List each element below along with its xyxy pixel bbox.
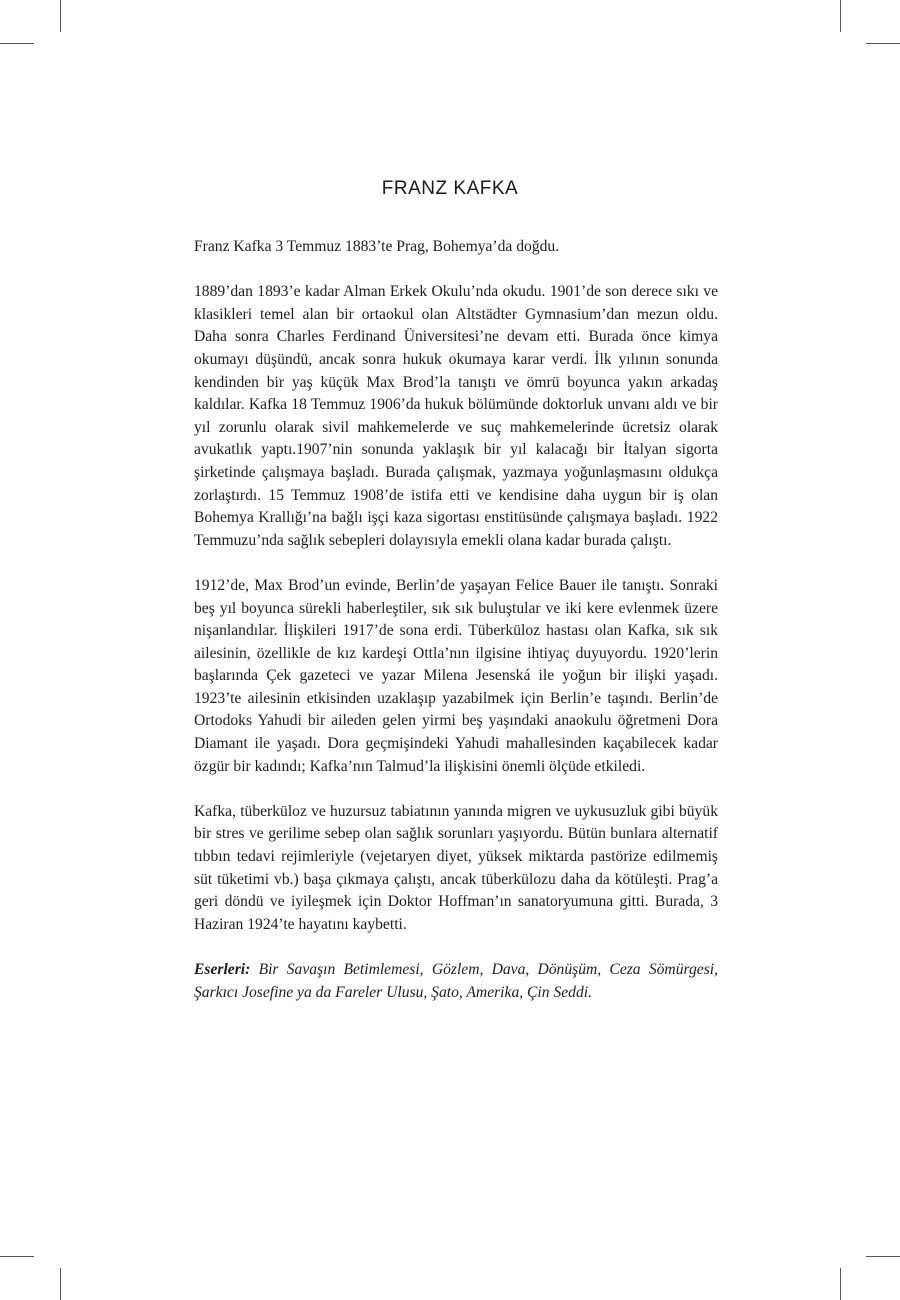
crop-mark-bottom-right-vertical	[840, 1268, 841, 1300]
paragraph-education-career: 1889’dan 1893’e kadar Alman Erkek Okulu’nda okudu. 1901’de son derece sıkı ve klasikleri temel alan bir ortaokul olan Altstädter Gymnasium’dan mezun oldu. Daha sonra Charles Ferdinand Üniversitesi’ne devam etti. Burada önce kimya okumayı düşündü, ancak sonra hukuk okumaya karar verdi. İlk yılının sonunda kendinden bir yaş küçük Max Brod’la tanıştı ve ömrü boyunca yakın arkadaş kaldılar. Kafka 18 Temmuz 1906’da hukuk bölümünde doktorluk unvanı aldı ve bir yıl zorunlu olarak sivil mahkemelerde ve suç mahkemelerinde ücretsiz olarak avukatlık yaptı.1907’nin sonunda yaklaşık bir yıl kalacağı bir İtalyan sigorta şirketinde çalışmaya başladı. Burada çalışmak, yazmaya yoğunlaşmasını oldukça zorlaştırdı. 15 Temmuz 1908’de istifa etti ve kendisine daha uygun bir iş olan Bohemya Krallığı’na bağlı işçi kaza sigortası enstitüsünde çalışmaya başladı. 1922 Temmuzu’nda sağlık sebepleri dolayısıyla emekli olana kadar burada çalıştı.	[194, 283, 718, 549]
paragraph-birth: Franz Kafka 3 Temmuz 1883’te Prag, Bohemya’da doğdu.	[194, 238, 560, 255]
crop-mark-bottom-left-vertical	[60, 1268, 61, 1300]
crop-mark-top-left-horizontal	[0, 43, 34, 44]
crop-mark-bottom-left-horizontal	[0, 1256, 34, 1257]
works-list: Bir Savaşın Betimlemesi, Gözlem, Dava, Dönüşüm, Ceza Sömürgesi, Şarkıcı Josefine ya da Fareler Ulusu, Şato, Amerika, Çin Seddi.	[194, 961, 718, 1001]
works-label: Eserleri:	[194, 961, 251, 978]
paragraph-illness-death: Kafka, tüberküloz ve huzursuz tabiatının yanında migren ve uykusuzluk gibi büyük bir stres ve gerilime sebep olan sağlık sorunları yaşıyordu. Bütün bunlara alternatif tıbbın tedavi rejimleriyle (vejetaryen diyet, yüksek miktarda pastörize edilmemiş süt tüketimi vb.) başa çıkmaya çalıştı, ancak tüberkülozu daha da kötüleşti. Prag’a geri döndü ve iyileşmek için Doktor Hoffman’ın sanatoryumuna gitti. Burada, 3 Haziran 1924’te hayatını kaybetti.	[194, 802, 718, 933]
crop-mark-top-left-vertical	[60, 0, 61, 32]
crop-mark-top-right-vertical	[840, 0, 841, 32]
biography-text	[194, 236, 718, 1004]
crop-mark-top-right-horizontal	[866, 43, 900, 44]
works-paragraph	[194, 959, 718, 1004]
paragraph-relationships: 1912’de, Max Brod’un evinde, Berlin’de yaşayan Felice Bauer ile tanıştı. Sonraki beş yıl boyunca sürekli haberleştiler, sık sık buluştular ve iki kere evlenmek üzere nişanlandılar. İlişkileri 1917’de sona erdi. Tüberküloz hastası olan Kafka, sık sık ailesinin, özellikle de kız kardeşi Ottla’nın ilgisine ihtiyaç duyuyordu. 1920’lerin başlarında Çek gazeteci ve yazar Milena Jesenská ile yoğun bir ilişki yaşadı. 1923’te ailesinin etkisinden uzaklaşıp yazabilmek için Berlin’e taşındı. Berlin’de Ortodoks Yahudi bir aileden gelen yirmi beş yaşındaki anaokulu öğretmeni Dora Diamant ile yaşadı. Dora geçmişindeki Yahudi mahallesinden kaçabilecek kadar özgür bir kadındı; Kafka’nın Talmud’la ilişkisini önemli ölçüde etkiledi.	[194, 576, 718, 775]
crop-mark-bottom-right-horizontal	[866, 1256, 900, 1257]
page-title: FRANZ KAFKA	[381, 178, 519, 199]
